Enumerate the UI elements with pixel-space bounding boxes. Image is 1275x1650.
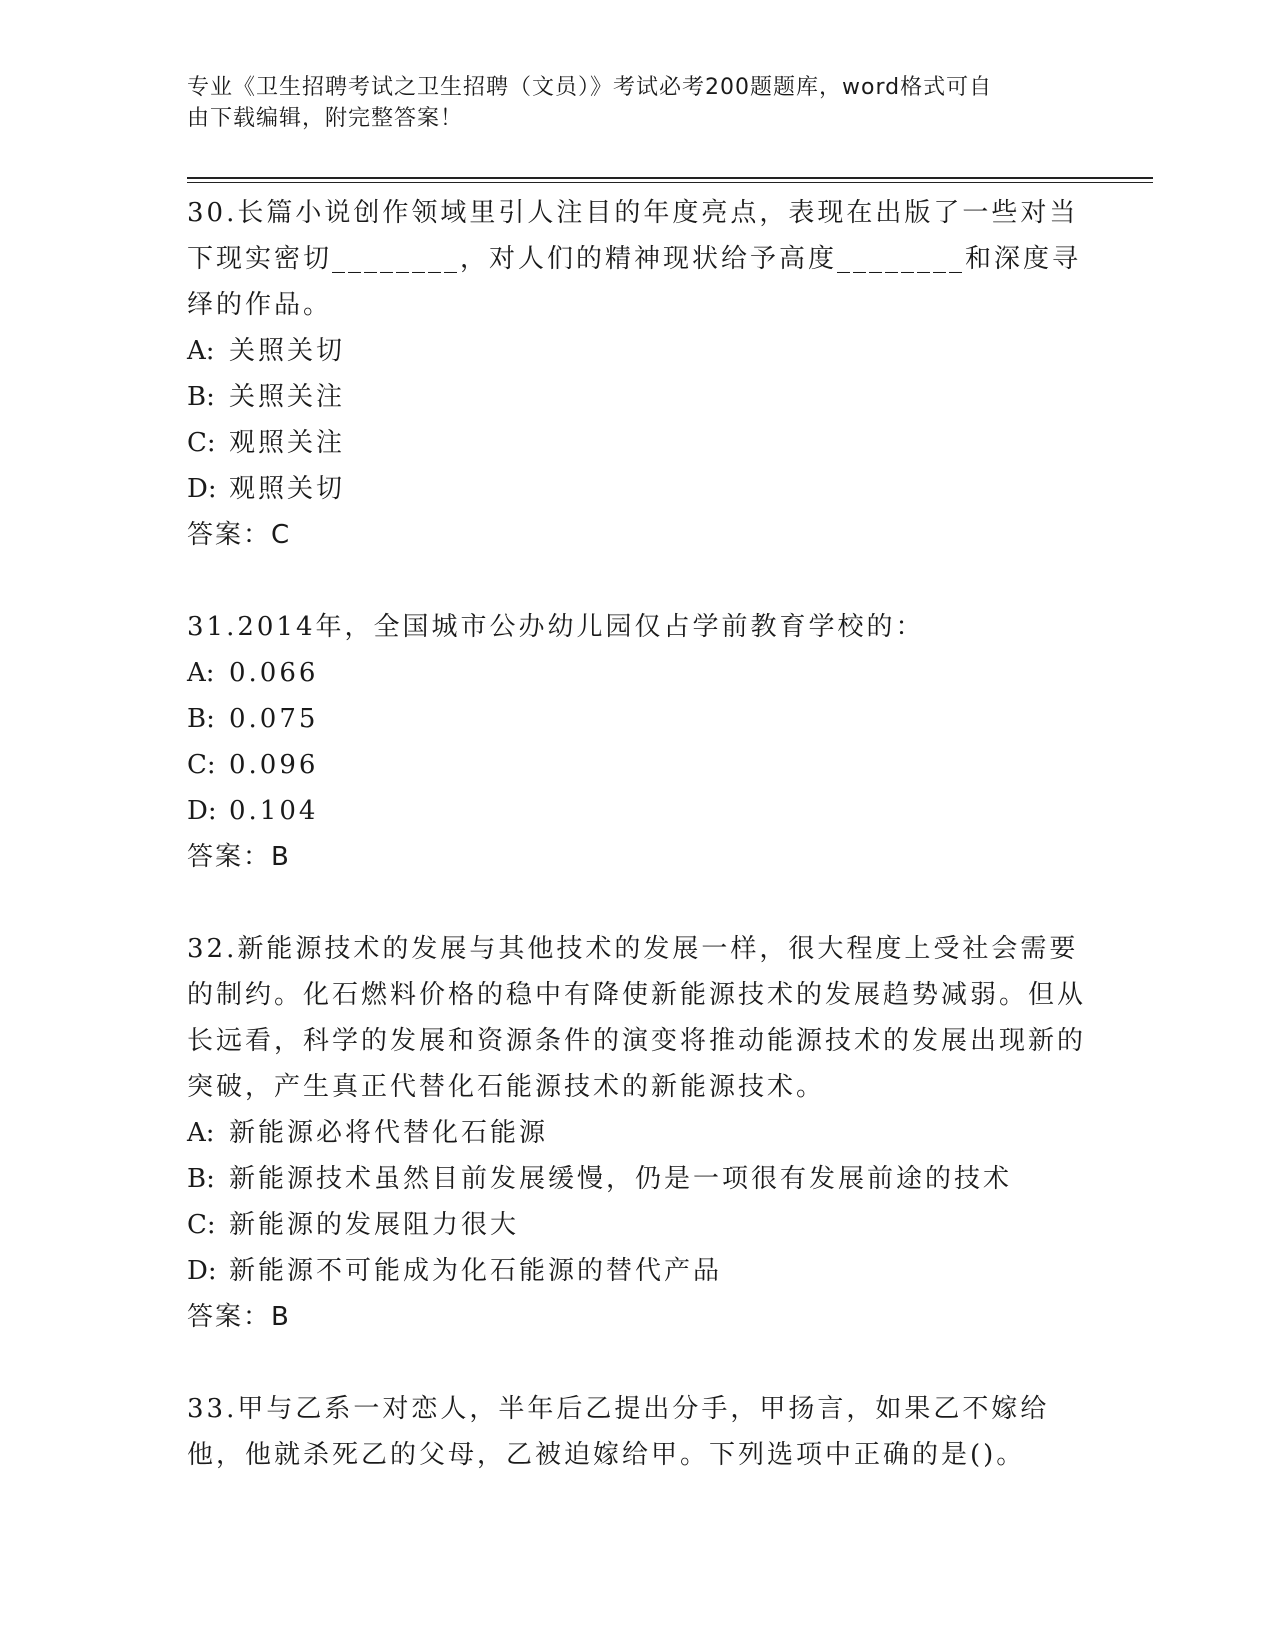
option-d [187,788,1087,834]
document-header [187,72,1087,134]
option-a [187,1110,1087,1156]
header-divider-thick [187,177,1153,179]
question-30 [187,190,1087,558]
question-32 [187,926,1087,1340]
question-spacer [187,1340,1087,1386]
question-stem: 30.长篇小说创作领域里引人注目的年度亮点，表现在出版了一些对当下现实密切________，对人们的精神现状给予高度________和深度寻绎的作品。 [187,198,1082,320]
option-key: A: [187,336,215,366]
option-key: B: [187,382,215,412]
option-a [187,328,1087,374]
option-key: A: [187,1118,215,1148]
option-text: 新能源的发展阻力很大 [229,1210,520,1240]
option-text: 0.104 [229,796,319,826]
option-key: C: [187,428,216,458]
question-31 [187,604,1087,880]
header-line-1: 专业《卫生招聘考试之卫生招聘（文员）》考试必考200题题库，word格式可自 [187,75,993,100]
question-stem: 32.新能源技术的发展与其他技术的发展一样，很大程度上受社会需要的制约。化石燃料价格的稳中有降使新能源技术的发展趋势减弱。但从长远看，科学的发展和资源条件的演变将推动能源技术的发展出现新的突破，产生真正代替化石能源技术的新能源技术。 [187,934,1087,1102]
option-key: C: [187,750,216,780]
question-list [187,190,1087,1478]
option-key: D: [187,796,217,826]
option-d [187,466,1087,512]
option-text: 关照关注 [229,382,346,412]
option-text: 新能源不可能成为化石能源的替代产品 [229,1256,723,1286]
question-spacer [187,558,1087,604]
option-key: B: [187,704,215,734]
question-spacer [187,880,1087,926]
option-key: A: [187,658,215,688]
option-text: 观照关切 [229,474,346,504]
option-b [187,374,1087,420]
option-key: D: [187,474,217,504]
option-c [187,1202,1087,1248]
option-text: 0.096 [229,750,319,780]
question-stem: 33.甲与乙系一对恋人，半年后乙提出分手，甲扬言，如果乙不嫁给他，他就杀死乙的父母，乙被迫嫁给甲。下列选项中正确的是()。 [187,1394,1050,1470]
option-a [187,650,1087,696]
option-c [187,742,1087,788]
option-text: 新能源技术虽然目前发展缓慢，仍是一项很有发展前途的技术 [229,1164,1013,1194]
answer-line: 答案：B [187,842,291,872]
question-stem: 31.2014年，全国城市公办幼儿园仅占学前教育学校的： [187,612,925,642]
option-key: C: [187,1210,216,1240]
answer-line: 答案：B [187,1302,291,1332]
option-text: 关照关切 [229,336,346,366]
option-b [187,696,1087,742]
header-line-2: 由下载编辑，附完整答案！ [187,106,464,131]
option-text: 新能源必将代替化石能源 [229,1118,549,1148]
option-text: 0.075 [229,704,319,734]
option-key: D: [187,1256,217,1286]
option-d [187,1248,1087,1294]
question-33 [187,1386,1087,1478]
option-text: 观照关注 [229,428,346,458]
header-divider-thin [187,182,1153,183]
option-text: 0.066 [229,658,319,688]
option-key: B: [187,1164,215,1194]
option-b [187,1156,1087,1202]
answer-line: 答案：C [187,520,292,550]
option-c [187,420,1087,466]
